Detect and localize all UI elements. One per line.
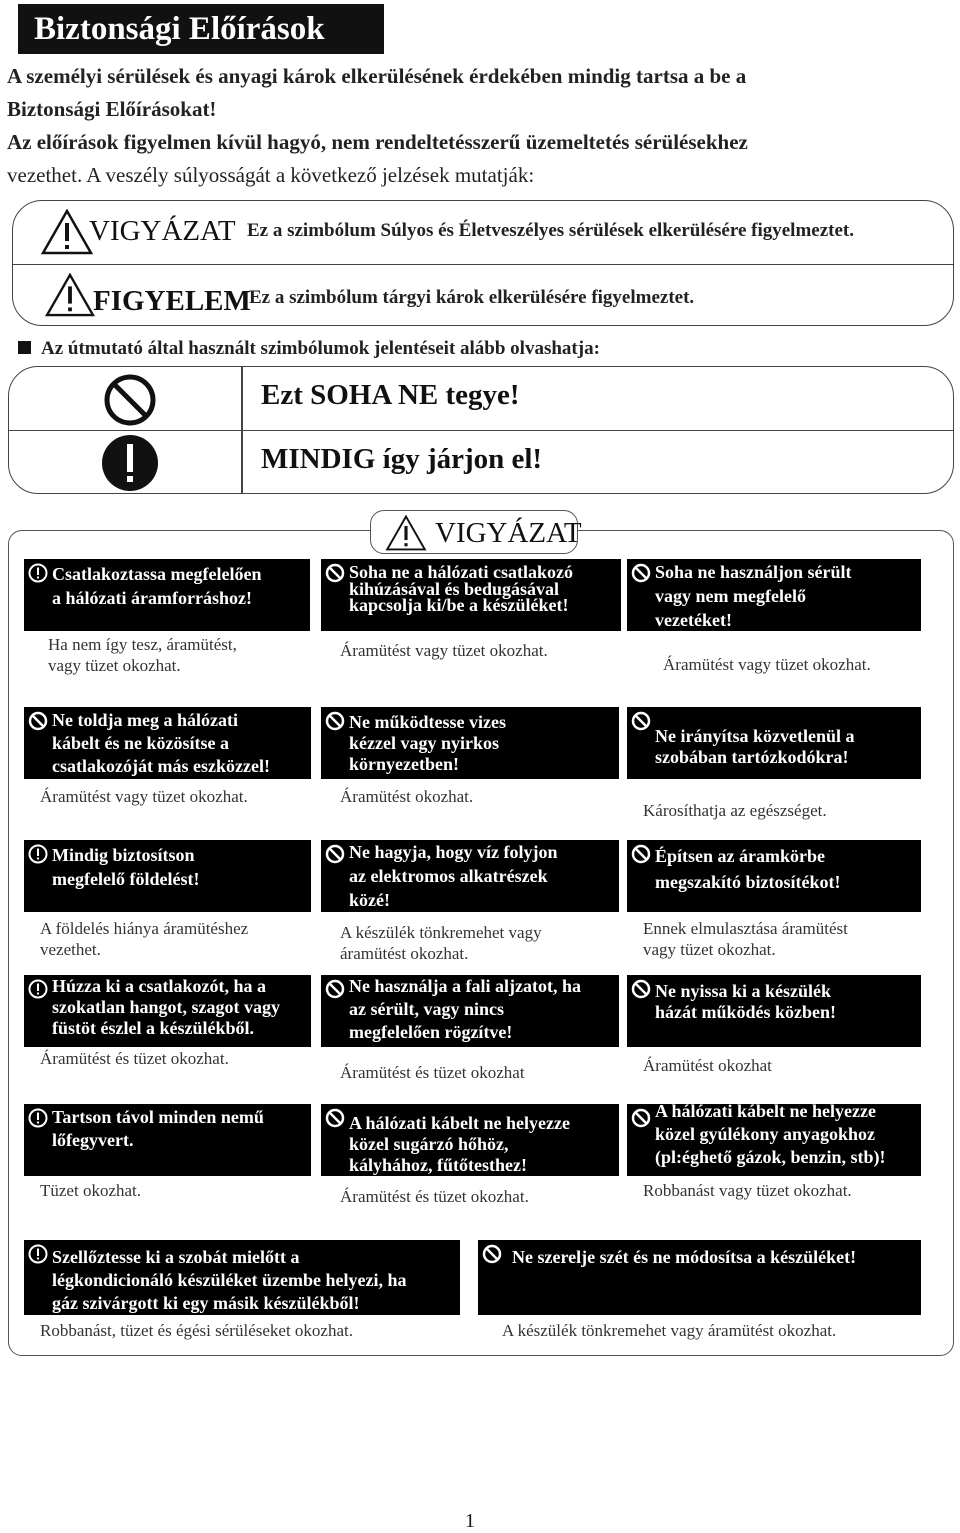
warning-card-text: Ne nyissa ki a készülék <box>655 981 832 1001</box>
warning-card <box>627 975 921 1047</box>
exclamation-icon <box>28 1244 48 1264</box>
prohibition-icon <box>631 844 651 864</box>
warning-card-text: kályhához, fűtőtesthez! <box>349 1155 527 1175</box>
warning-consequence-note: Áramütést és tüzet okozhat <box>340 1063 525 1082</box>
prohibition-icon <box>325 979 345 999</box>
warning-card <box>321 1104 619 1176</box>
warning-card-text: Ne irányítsa közvetlenül a <box>655 726 855 746</box>
warning-card <box>627 840 921 912</box>
prohibition-icon <box>325 711 345 731</box>
warning-card <box>627 707 921 779</box>
warning-consequence-note: Robbanást vagy tüzet okozhat. <box>643 1181 852 1200</box>
page-number: 1 <box>465 1510 475 1532</box>
prohibition-icon <box>482 1244 502 1264</box>
warning-card <box>321 559 621 631</box>
warning-consequence-note: Robbanást, tüzet és égési sérüléseket okozhat. <box>40 1321 353 1340</box>
warning-card-text: a hálózati áramforráshoz! <box>52 588 252 608</box>
warning-card <box>627 1101 921 1176</box>
section-label-text: VIGYÁZAT <box>435 517 582 549</box>
intro-text <box>7 60 947 192</box>
warning-card <box>24 840 311 912</box>
warning-card <box>24 1104 311 1176</box>
warning-card-text: vagy nem megfelelő <box>655 586 806 606</box>
intro-line: vezethet. A veszély súlyosságát a következő jelzések mutatják: <box>7 163 535 187</box>
bullet-square-icon <box>18 341 31 354</box>
legend-text: MINDIG így járjon el! <box>261 443 543 475</box>
level-label: VIGYÁZAT <box>89 215 236 247</box>
section-label <box>370 510 582 554</box>
warning-card-text: kapcsolja ki/be a készüléket! <box>349 595 569 615</box>
warning-consequence-note: Ha nem így tesz, áramütést, <box>48 635 237 654</box>
warning-card-text: megfelelő földelést! <box>52 869 200 889</box>
warning-triangle-icon <box>41 209 93 255</box>
warning-consequence-note: vagy tüzet okozhat. <box>643 940 776 959</box>
warning-consequence-note: Károsíthatja az egészséget. <box>643 801 827 820</box>
warning-card-text: A hálózati kábelt ne helyezze <box>349 1113 570 1133</box>
divider <box>241 367 243 493</box>
warning-card-text: közel sugárzó hőhöz, <box>349 1134 509 1154</box>
warning-card-text: légkondicionáló készüléket üzembe helyezi, ha <box>52 1270 407 1290</box>
prohibition-icon <box>631 711 651 731</box>
legend-text: Ezt SOHA NE tegye! <box>261 379 520 411</box>
warning-card <box>627 559 921 631</box>
warning-consequence-note: Áramütést és tüzet okozhat. <box>40 1049 229 1068</box>
warning-card-text: Ne toldja meg a hálózati <box>52 710 238 730</box>
warning-card-text: az elektromos alkatrészek <box>349 866 548 886</box>
symbol-legend-box <box>8 366 954 494</box>
warning-consequence-note: Áramütést okozhat <box>643 1056 772 1075</box>
level-description: Ez a szimbólum Súlyos és Életveszélyes sérülések elkerülésére figyelmeztet. <box>247 220 854 241</box>
warning-card-text: Ne szerelje szét és ne módosítsa a készüléket! <box>512 1247 857 1267</box>
warning-card-text: Ne működtesse vizes <box>349 712 506 732</box>
warning-card-text: környezetben! <box>349 754 459 774</box>
warning-card <box>321 707 619 779</box>
warning-card-text: füstöt észlel a készülékből. <box>52 1018 254 1038</box>
warning-card-text: Tartson távol minden nemű <box>52 1107 264 1127</box>
warning-consequence-note: áramütést okozhat. <box>340 944 469 963</box>
page-title: Biztonsági Előírások <box>18 4 384 54</box>
warning-card-text: szobában tartózkodókra! <box>655 747 849 767</box>
warning-card-text: gáz szivárgott ki egy másik készülékből! <box>52 1293 360 1313</box>
exclamation-icon <box>28 979 48 999</box>
prohibition-icon <box>631 979 651 999</box>
warning-card-text: Építsen az áramkörbe <box>655 846 825 866</box>
prohibition-icon <box>631 1108 651 1128</box>
prohibition-icon <box>325 563 345 583</box>
warning-card-text: közé! <box>349 890 390 910</box>
warning-card <box>24 975 311 1047</box>
prohibition-icon <box>631 563 651 583</box>
warning-card-text: Mindig biztosítson <box>52 845 195 865</box>
warning-card-text: Szellőztesse ki a szobát mielőtt a <box>52 1247 300 1267</box>
warning-card-text: kihúzásával és bedugásával <box>349 578 560 599</box>
legend-heading <box>18 338 600 360</box>
warning-consequence-note: vezethet. <box>40 940 101 959</box>
prohibition-icon <box>28 711 48 731</box>
warning-card <box>24 707 311 779</box>
warning-card-text: Soha ne használjon sérült <box>655 562 852 582</box>
level-description: Ez a szimbólum tárgyi károk elkerülésére figyelmeztet. <box>249 287 695 308</box>
warning-consequence-note: Áramütést okozhat. <box>340 787 474 806</box>
divider <box>13 264 953 265</box>
warning-consequence-note: Tüzet okozhat. <box>40 1181 142 1200</box>
divider <box>9 430 953 431</box>
prohibition-icon <box>325 1108 345 1128</box>
exclamation-icon <box>28 1108 48 1128</box>
warning-card-text: megfelelően rögzítve! <box>349 1022 513 1042</box>
warning-card <box>478 1240 921 1315</box>
warning-consequence-note: Ennek elmulasztása áramütést <box>643 919 848 938</box>
exclamation-icon <box>28 563 48 583</box>
warning-card-text: házát működés közben! <box>655 1002 837 1022</box>
prohibition-icon <box>103 373 157 427</box>
severity-levels-box <box>12 200 954 326</box>
warning-consequence-note: A földelés hiánya áramütéshez <box>40 919 249 938</box>
warning-card <box>321 975 619 1047</box>
warning-card-text: közel gyúlékony anyagokhoz <box>655 1124 876 1144</box>
warning-card <box>24 559 310 631</box>
exclamation-icon <box>101 434 159 492</box>
warning-card-text: lőfegyvert. <box>52 1130 134 1150</box>
warning-card-text: megszakító biztosítékot! <box>655 872 841 892</box>
warning-consequence-note: Áramütést vagy tüzet okozhat. <box>40 787 248 806</box>
warning-card-text: Húzza ki a csatlakozót, ha a <box>52 976 266 996</box>
warning-card-text: csatlakozóját más eszközzel! <box>52 756 270 776</box>
warning-triangle-icon <box>45 273 95 317</box>
warning-card <box>24 1240 460 1315</box>
warning-card <box>321 840 619 912</box>
warning-card-text: Soha ne a hálózati csatlakozó <box>349 562 574 582</box>
warning-card-text: kábelt és ne közösítse a <box>52 733 229 753</box>
warning-consequence-note: A készülék tönkremehet vagy áramütést okozhat. <box>502 1321 837 1340</box>
warning-consequence-note: A készülék tönkremehet vagy <box>340 923 542 942</box>
warning-triangle-icon <box>385 515 427 551</box>
warning-card-text: vezetéket! <box>655 610 732 630</box>
exclamation-icon <box>28 844 48 864</box>
legend-heading-text: Az útmutató által használt szimbólumok jelentéseit alább olvashatja: <box>41 338 600 359</box>
warning-card-text: Csatlakoztassa megfelelően <box>52 564 262 584</box>
warning-card-text: Ne hagyja, hogy víz folyjon <box>349 842 558 862</box>
intro-line: Biztonsági Előírásokat! <box>7 97 217 121</box>
warning-card-text: (pl:éghető gázok, benzin, stb)! <box>655 1147 886 1167</box>
warning-card-text: az sérült, vagy nincs <box>349 999 504 1019</box>
warning-card-text: kézzel vagy nyirkos <box>349 733 499 753</box>
intro-line: Az előírások figyelmen kívül hagyó, nem rendeltetésszerű üzemeltetés sérülésekhez <box>7 130 748 154</box>
intro-line: A személyi sérülések és anyagi károk elkerülésének érdekében mindig tartsa a be a <box>7 64 747 88</box>
warning-consequence-note: vagy tüzet okozhat. <box>48 656 181 675</box>
warning-consequence-note: Áramütést vagy tüzet okozhat. <box>663 655 871 674</box>
warning-consequence-note: Áramütést vagy tüzet okozhat. <box>340 641 548 660</box>
warning-consequence-note: Áramütést és tüzet okozhat. <box>340 1187 529 1206</box>
warning-card-text: Ne használja a fali aljzatot, ha <box>349 976 581 996</box>
level-label: FIGYELEM <box>93 285 251 317</box>
prohibition-icon <box>325 844 345 864</box>
warning-card-text: szokatlan hangot, szagot vagy <box>52 997 281 1017</box>
warning-card-text: A hálózati kábelt ne helyezze <box>655 1101 876 1121</box>
